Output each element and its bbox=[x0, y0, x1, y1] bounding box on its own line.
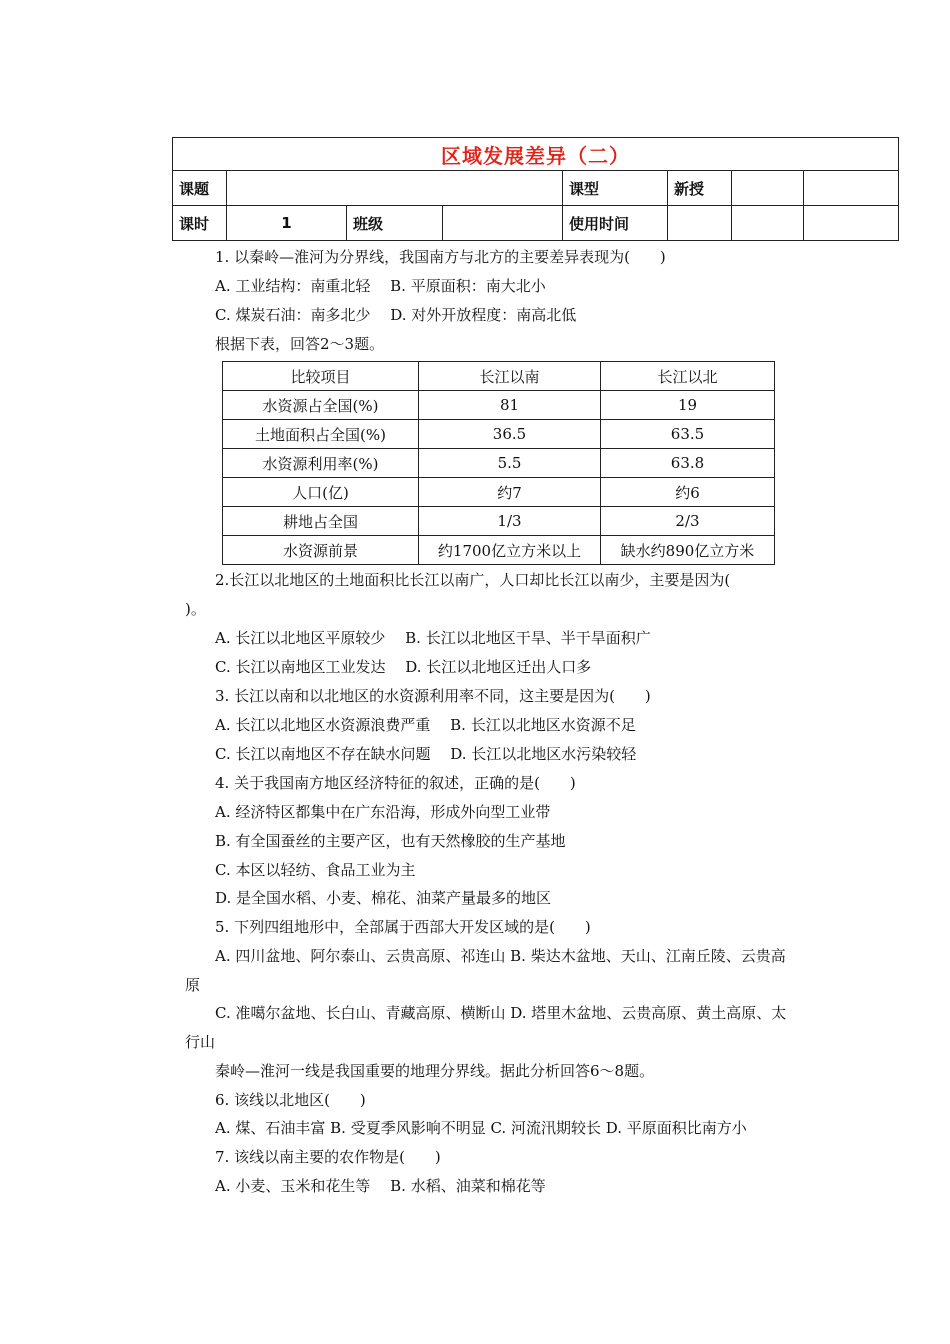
table-row bbox=[223, 536, 775, 565]
lesson-type-value: 新授 bbox=[668, 171, 732, 206]
table-row bbox=[223, 420, 775, 449]
table-cell: 36.5 bbox=[419, 420, 601, 449]
question-3-options-cd: C. 长江以南地区不存在缺水问题 D. 长江以北地区水污染较轻 bbox=[215, 745, 637, 763]
topic-value bbox=[227, 171, 563, 206]
table-header: 比较项目 bbox=[223, 362, 419, 391]
question-2-options-cd: C. 长江以南地区工业发达 D. 长江以北地区迁出人口多 bbox=[215, 658, 592, 676]
question-5-options-cd-line1: C. 准噶尔盆地、长白山、青藏高原、横断山 D. 塔里木盆地、云贵高原、黄土高原、太 bbox=[215, 1004, 787, 1022]
question-4-option-a: A. 经济特区都集中在广东沿海，形成外向型工业带 bbox=[215, 803, 551, 821]
table-header: 长江以北 bbox=[601, 362, 775, 391]
question-1-options-ab: A. 工业结构：南重北轻 B. 平原面积：南大北小 bbox=[215, 277, 546, 295]
topic-label: 课题 bbox=[173, 171, 227, 206]
period-value: 1 bbox=[227, 206, 347, 241]
comparison-table bbox=[222, 361, 775, 565]
class-value bbox=[443, 206, 563, 241]
question-1-options-cd: C. 煤炭石油：南多北少 D. 对外开放程度：南高北低 bbox=[215, 306, 577, 324]
lesson-type-label: 课型 bbox=[563, 171, 668, 206]
table-cell: 水资源利用率(%) bbox=[223, 449, 419, 478]
table-intro: 根据下表，回答2～3题。 bbox=[215, 335, 385, 353]
table-header-row bbox=[223, 362, 775, 391]
lesson-header-table bbox=[172, 137, 899, 241]
question-2-line1: 2.长江以北地区的土地面积比长江以南广，人口却比长江以南少，主要是因为( bbox=[215, 571, 731, 589]
table-cell: 缺水约890亿立方米 bbox=[601, 536, 775, 565]
question-6-options: A. 煤、石油丰富 B. 受夏季风影响不明显 C. 河流汛期较长 D. 平原面积比南方小 bbox=[215, 1119, 747, 1137]
table-cell: 人口(亿) bbox=[223, 478, 419, 507]
table-cell: 2/3 bbox=[601, 507, 775, 536]
question-3: 3. 长江以南和以北地区的水资源利用率不同，这主要是因为( ) bbox=[215, 687, 651, 705]
table-cell: 约6 bbox=[601, 478, 775, 507]
usage-time-label: 使用时间 bbox=[563, 206, 668, 241]
question-1: 1. 以秦岭—淮河为分界线，我国南方与北方的主要差异表现为( ) bbox=[215, 248, 666, 266]
header-blank-cell bbox=[804, 206, 899, 241]
period-label: 课时 bbox=[173, 206, 227, 241]
header-blank-cell bbox=[804, 171, 899, 206]
questions-6-8-intro: 秦岭—淮河一线是我国重要的地理分界线。据此分析回答6～8题。 bbox=[215, 1062, 655, 1080]
header-blank-cell bbox=[668, 206, 732, 241]
table-cell: 5.5 bbox=[419, 449, 601, 478]
table-cell: 63.5 bbox=[601, 420, 775, 449]
question-2-line2: )。 bbox=[185, 600, 206, 618]
table-row bbox=[223, 391, 775, 420]
table-cell: 63.8 bbox=[601, 449, 775, 478]
question-7: 7. 该线以南主要的农作物是( ) bbox=[215, 1148, 441, 1166]
question-5-options-ab-line2: 原 bbox=[185, 976, 201, 994]
table-cell: 81 bbox=[419, 391, 601, 420]
question-4-option-d: D. 是全国水稻、小麦、棉花、油菜产量最多的地区 bbox=[215, 889, 552, 907]
table-cell: 耕地占全国 bbox=[223, 507, 419, 536]
question-4-option-b: B. 有全国蚕丝的主要产区，也有天然橡胶的生产基地 bbox=[215, 832, 566, 850]
table-cell: 19 bbox=[601, 391, 775, 420]
class-label: 班级 bbox=[347, 206, 443, 241]
question-4: 4. 关于我国南方地区经济特征的叙述，正确的是( ) bbox=[215, 774, 576, 792]
header-blank-cell bbox=[732, 171, 804, 206]
header-blank-cell bbox=[732, 206, 804, 241]
table-cell: 土地面积占全国(%) bbox=[223, 420, 419, 449]
table-cell: 约7 bbox=[419, 478, 601, 507]
question-5: 5. 下列四组地形中，全部属于西部大开发区域的是( ) bbox=[215, 918, 591, 936]
table-cell: 水资源前景 bbox=[223, 536, 419, 565]
question-3-options-ab: A. 长江以北地区水资源浪费严重 B. 长江以北地区水资源不足 bbox=[215, 716, 636, 734]
table-cell: 约1700亿立方米以上 bbox=[419, 536, 601, 565]
table-row bbox=[223, 449, 775, 478]
table-row bbox=[223, 507, 775, 536]
page-title: 区域发展差异（二） bbox=[173, 138, 899, 171]
table-cell: 水资源占全国(%) bbox=[223, 391, 419, 420]
table-row bbox=[223, 478, 775, 507]
question-2-options-ab: A. 长江以北地区平原较少 B. 长江以北地区干旱、半干旱面积广 bbox=[215, 629, 651, 647]
question-5-options-cd-line2: 行山 bbox=[185, 1033, 216, 1051]
table-header: 长江以南 bbox=[419, 362, 601, 391]
question-5-options-ab-line1: A. 四川盆地、阿尔泰山、云贵高原、祁连山 B. 柴达木盆地、天山、江南丘陵、云贵高 bbox=[215, 947, 786, 965]
question-4-option-c: C. 本区以轻纺、食品工业为主 bbox=[215, 861, 416, 879]
question-6: 6. 该线以北地区( ) bbox=[215, 1091, 366, 1109]
table-cell: 1/3 bbox=[419, 507, 601, 536]
question-7-options-ab: A. 小麦、玉米和花生等 B. 水稻、油菜和棉花等 bbox=[215, 1177, 546, 1195]
